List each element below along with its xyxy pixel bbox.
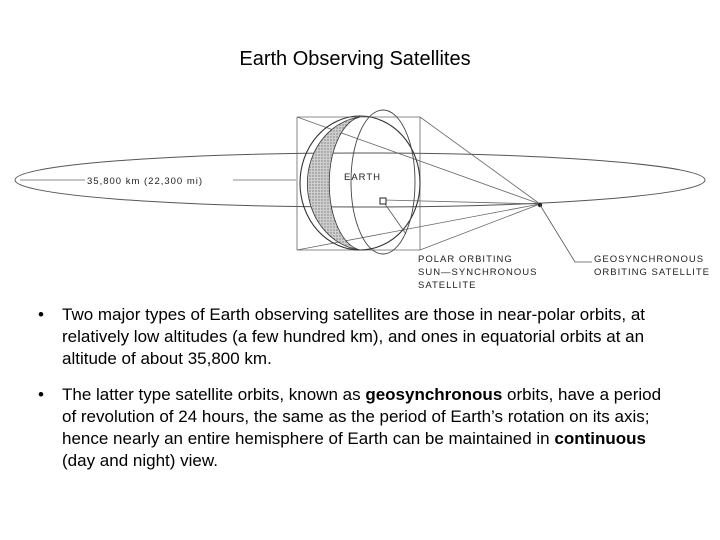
bullet-text-part: The latter type satellite orbits, known as — [62, 385, 366, 404]
term-continuous: continuous — [554, 429, 646, 448]
geo-label-line-1: GEOSYNCHRONOUS — [594, 254, 705, 265]
orbit-diagram — [0, 100, 720, 300]
polar-label-line-1: POLAR ORBITING — [418, 254, 513, 265]
bullet-item — [38, 304, 678, 370]
geo-label-line-2: ORBITING SATELLITE — [594, 267, 711, 278]
geo-leader-line — [540, 205, 575, 262]
polar-satellite — [380, 198, 386, 204]
polar-leader-line — [385, 204, 406, 234]
distance-label: 35,800 km (22,300 mi) — [87, 176, 204, 187]
polar-label-line-2: SUN—SYNCHRONOUS — [418, 267, 538, 278]
bullet-item — [38, 384, 678, 472]
bullet-marker: • — [38, 385, 44, 404]
polar-label-line-3: SATELLITE — [418, 280, 477, 291]
bullet-text-part: (day and night) view. — [62, 451, 218, 470]
slide-title: Earth Observing Satellites — [239, 48, 471, 70]
bullet-text: Two major types of Earth observing satellites are those in near-polar orbits, at relatively low altitudes (a few hundred km), and ones in equatorial orbits at an altitude of about 35,800 km. — [62, 305, 646, 368]
bullet-text — [62, 385, 661, 470]
earth-label: EARTH — [344, 172, 382, 183]
term-geosynchronous: geosynchronous — [365, 385, 503, 404]
bullet-marker: • — [38, 305, 44, 324]
bullet-text-part: orbits, have a period of revolution of 24 hours, the same as the period of Earth’s rotation on its axis; hence nearly an entire hemisphere of Earth can be maintained in — [62, 385, 662, 448]
bullet-list — [38, 304, 678, 486]
